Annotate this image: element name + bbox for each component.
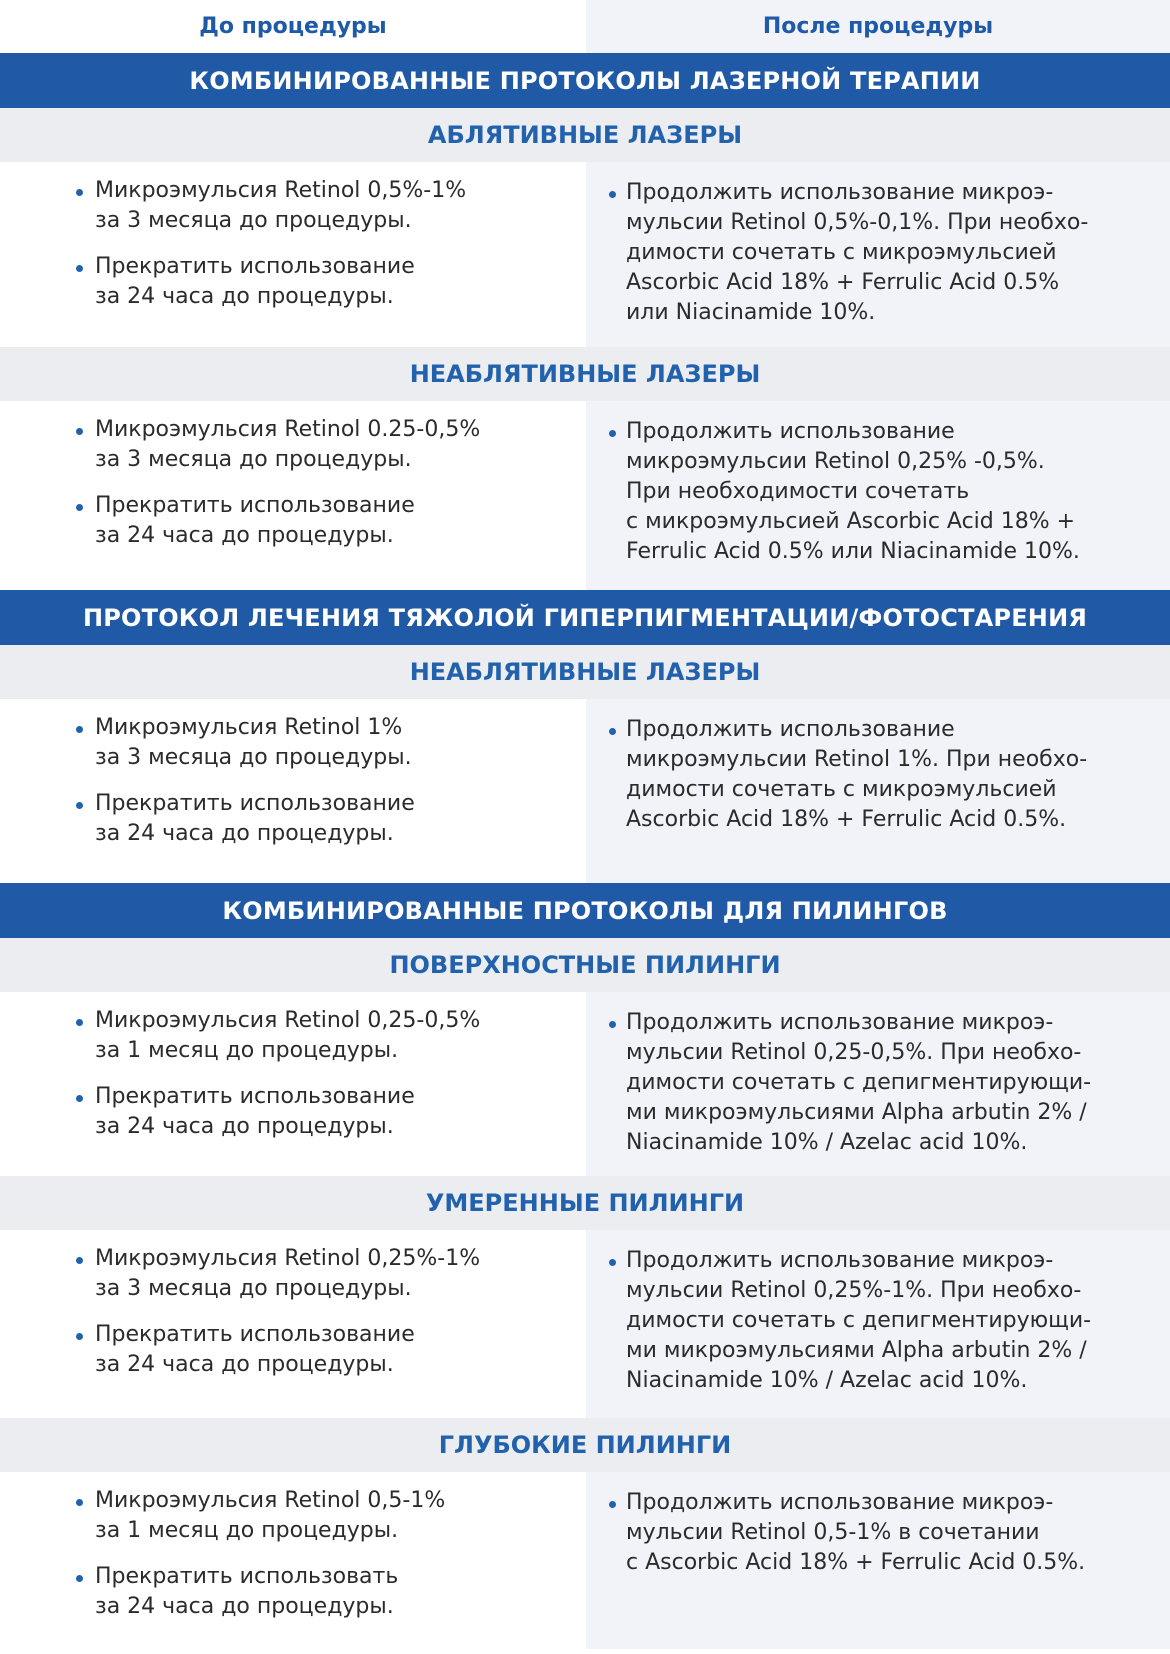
- list-item: [0, 1244, 586, 1304]
- list-item-text: Микроэмульсия Retinol 0.25-0,5% за 3 месяца до процедуры.: [95, 417, 481, 472]
- list-item-text: Прекратить использовать за 24 часа до процедуры.: [95, 1564, 399, 1619]
- list-item-text: Прекратить использование за 24 часа до процедуры.: [95, 1322, 415, 1377]
- after-cell: [586, 1472, 1170, 1649]
- list-item-text: Микроэмульсия Retinol 0,25-0,5% за 1 месяц до процедуры.: [95, 1008, 481, 1063]
- subsection-title: УМЕРЕННЫЕ ПИЛИНГИ: [0, 1176, 1170, 1230]
- list-item-text: Продолжить использование микроэ- мульсии Retinol 0,5%-0,1%. При необхо- димости сочетать с микроэмульсией Ascorbic Acid 18% + Ferrulic Acid 0.5% или Niacinamide 10%.: [626, 180, 1089, 325]
- before-cell: [0, 401, 586, 590]
- list-item-text: Микроэмульсия Retinol 0,25%-1% за 3 месяца до процедуры.: [95, 1246, 481, 1301]
- list-item: [0, 1320, 586, 1380]
- list-item: [586, 178, 1170, 328]
- after-cell: [586, 992, 1170, 1176]
- list-item-text: Микроэмульсия Retinol 0,5-1% за 1 месяц до процедуры.: [95, 1488, 446, 1543]
- bullet-icon: [609, 1021, 616, 1028]
- list-item: [0, 491, 586, 551]
- list-item: [586, 1008, 1170, 1158]
- list-item: [586, 1488, 1170, 1578]
- list-item-text: Продолжить использование микроэ- мульсии Retinol 0,5-1% в сочетании с Ascorbic Acid 18% + Ferrulic Acid 0.5%.: [626, 1490, 1086, 1575]
- subsection-title: ГЛУБОКИЕ ПИЛИНГИ: [0, 1418, 1170, 1472]
- table-row: [0, 1230, 1170, 1418]
- after-cell: [586, 699, 1170, 883]
- table-row: [0, 992, 1170, 1176]
- list-item-text: Микроэмульсия Retinol 1% за 3 месяца до процедуры.: [95, 715, 412, 770]
- list-item: [0, 176, 586, 236]
- list-item-text: Продолжить использование микроэмульсии Retinol 0,25% -0,5%. При необходимости сочетать с микроэмульсией Ascorbic Acid 18% + Ferrulic Acid 0.5% или Niacinamide 10%.: [626, 419, 1080, 564]
- column-header-before: До процедуры: [199, 14, 387, 39]
- bullet-icon: [609, 728, 616, 735]
- column-header-after: После процедуры: [586, 0, 1170, 53]
- bullet-icon: [609, 1259, 616, 1266]
- table-row: [0, 1472, 1170, 1649]
- list-item: [0, 789, 586, 849]
- list-item: [0, 713, 586, 773]
- bullet-icon: [76, 1019, 83, 1026]
- list-item: [0, 1082, 586, 1142]
- list-item-text: Прекратить использование за 24 часа до процедуры.: [95, 1084, 415, 1139]
- table-body: [0, 53, 1170, 1649]
- bullet-icon: [76, 726, 83, 733]
- before-cell: [0, 162, 586, 347]
- list-item: [0, 1006, 586, 1066]
- bullet-icon: [76, 189, 83, 196]
- table-row: [0, 162, 1170, 347]
- subsection-title: ПОВЕРХНОСТНЫЕ ПИЛИНГИ: [0, 938, 1170, 992]
- list-item: [0, 415, 586, 475]
- list-item-text: Прекратить использование за 24 часа до процедуры.: [95, 254, 415, 309]
- list-item-text: Микроэмульсия Retinol 0,5%-1% за 3 месяца до процедуры.: [95, 178, 467, 233]
- subsection-title: АБЛЯТИВНЫЕ ЛАЗЕРЫ: [0, 108, 1170, 162]
- bullet-icon: [76, 802, 83, 809]
- list-item-text: Продолжить использование микроэ- мульсии Retinol 0,25%-1%. При необхо- димости сочетать с депигментирующи- ми микроэмульсиями Alpha arbutin 2% / Niacinamide 10% / Azelac acid 10%.: [626, 1248, 1092, 1393]
- list-item-text: Продолжить использование микроэмульсии Retinol 1%. При необхо- димости сочетать с микроэмульсией Ascorbic Acid 18% + Ferrulic Acid 0.5%.: [626, 717, 1088, 832]
- before-cell: [0, 1230, 586, 1418]
- section-title: КОМБИНИРОВАННЫЕ ПРОТОКОЛЫ ДЛЯ ПИЛИНГОВ: [0, 883, 1170, 938]
- after-cell: [586, 162, 1170, 347]
- section-title: КОМБИНИРОВАННЫЕ ПРОТОКОЛЫ ЛАЗЕРНОЙ ТЕРАПИИ: [0, 53, 1170, 108]
- before-cell: [0, 1472, 586, 1649]
- bullet-icon: [76, 265, 83, 272]
- subsection-title: НЕАБЛЯТИВНЫЕ ЛАЗЕРЫ: [0, 645, 1170, 699]
- bullet-icon: [76, 504, 83, 511]
- bullet-icon: [76, 1257, 83, 1264]
- bullet-icon: [609, 430, 616, 437]
- list-item-text: Прекратить использование за 24 часа до процедуры.: [95, 791, 415, 846]
- list-item-text: Прекратить использование за 24 часа до процедуры.: [95, 493, 415, 548]
- list-item: [586, 417, 1170, 567]
- before-cell: [0, 992, 586, 1176]
- after-cell: [586, 401, 1170, 590]
- bullet-icon: [76, 428, 83, 435]
- bullet-icon: [76, 1575, 83, 1582]
- list-item: [586, 715, 1170, 835]
- bullet-icon: [76, 1333, 83, 1340]
- bullet-icon: [609, 1501, 616, 1508]
- section-title: ПРОТОКОЛ ЛЕЧЕНИЯ ТЯЖОЛОЙ ГИПЕРПИГМЕНТАЦИИ/ФОТОСТАРЕНИЯ: [0, 590, 1170, 645]
- before-cell: [0, 699, 586, 883]
- list-item: [0, 252, 586, 312]
- subsection-title: НЕАБЛЯТИВНЫЕ ЛАЗЕРЫ: [0, 347, 1170, 401]
- bullet-icon: [76, 1499, 83, 1506]
- bullet-icon: [76, 1095, 83, 1102]
- list-item: [0, 1486, 586, 1546]
- bullet-icon: [609, 191, 616, 198]
- table-row: [0, 401, 1170, 590]
- column-headers: [0, 0, 1170, 53]
- table-row: [0, 699, 1170, 883]
- list-item-text: Продолжить использование микроэ- мульсии Retinol 0,25-0,5%. При необхо- димости сочетать с депигментирующи- ми микроэмульсиями Alpha arbutin 2% / Niacinamide 10% / Azelac acid 10%.: [626, 1010, 1092, 1155]
- list-item: [0, 1562, 586, 1622]
- after-cell: [586, 1230, 1170, 1418]
- list-item: [586, 1246, 1170, 1396]
